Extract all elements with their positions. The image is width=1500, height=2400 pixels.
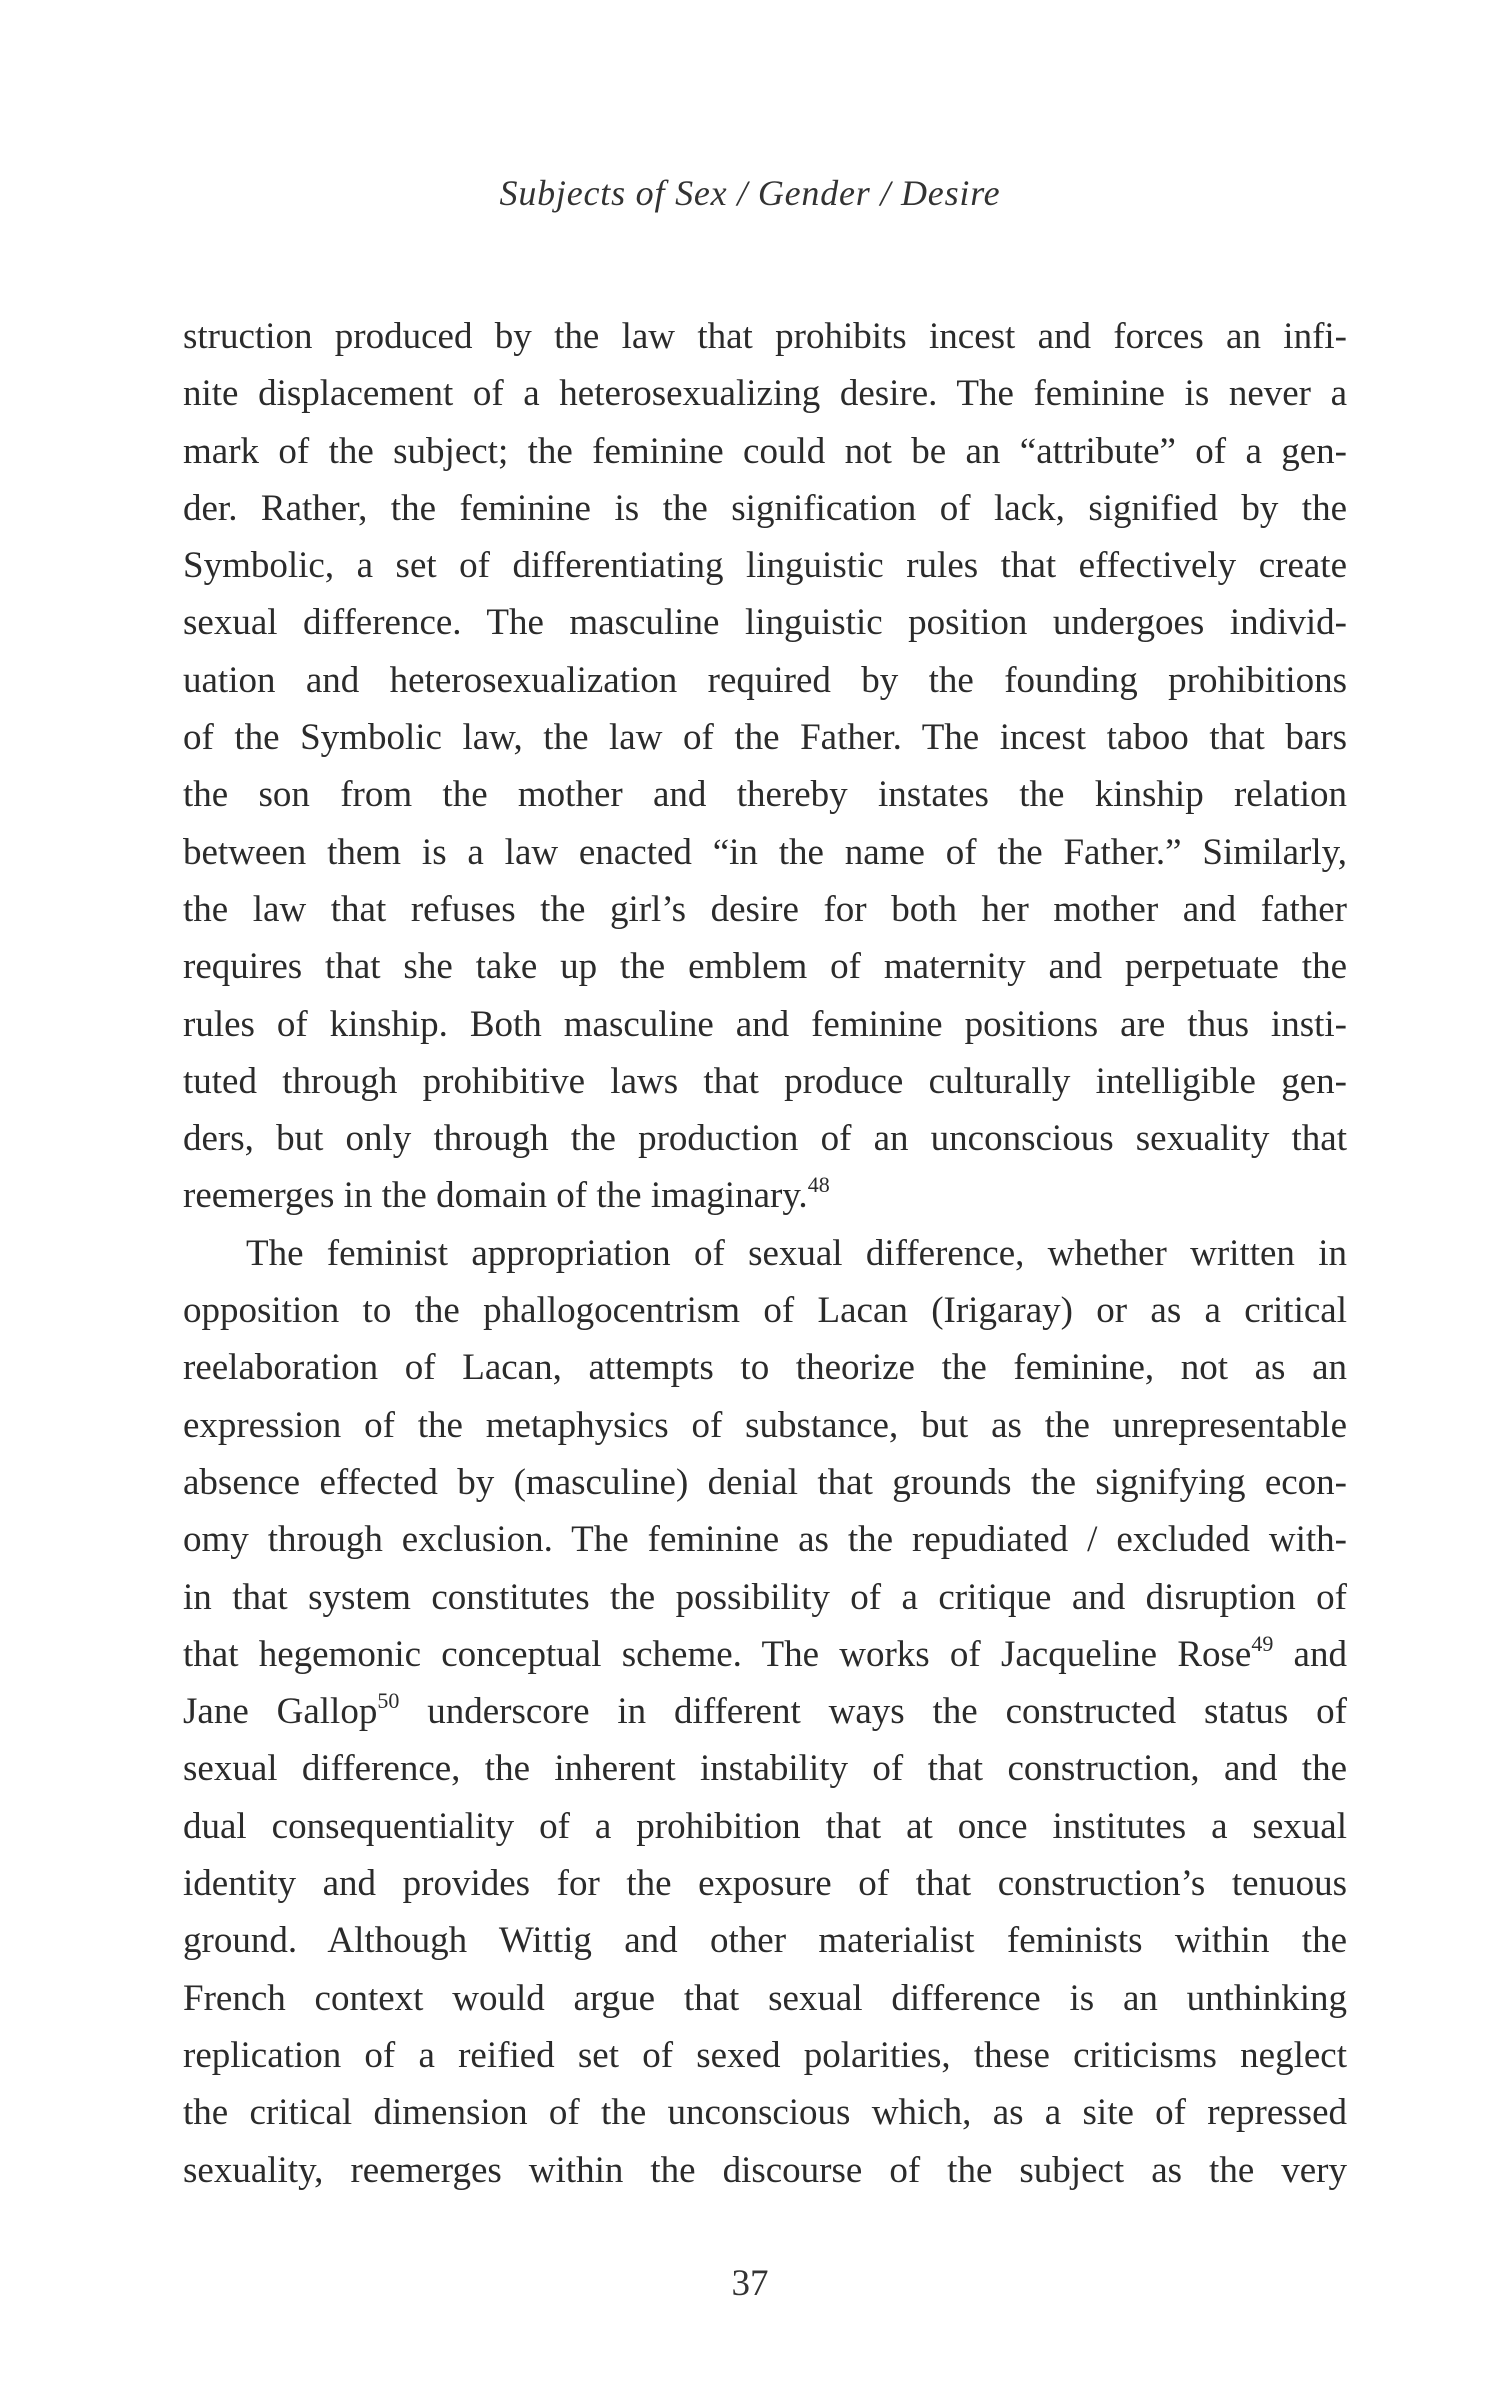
page-number: 37 (731, 2263, 769, 2304)
footnote-ref-50[interactable]: 50 (377, 1688, 400, 1714)
text-line: requires that she take up the emblem of maternity and perpetuate the (183, 946, 1347, 988)
text-line: ground. Although Wittig and other materialist feminists within the (183, 1920, 1347, 1962)
text-line: struction produced by the law that prohibits incest and forces an infi- (183, 316, 1347, 357)
text-line (183, 1626, 1347, 1683)
text-run: underscore in different ways the constructed status of (399, 1691, 1347, 1733)
text-line: replication of a reified set of sexed polarities, these criticisms neglect (183, 2034, 1347, 2076)
text-line: the law that refuses the girl’s desire for both her mother and father (183, 888, 1347, 930)
text-line: uation and heterosexualization required by the founding prohibitions (183, 659, 1347, 701)
text-line: absence effected by (masculine) denial that grounds the signifying econ- (183, 1461, 1347, 1503)
text-line: tuted through prohibitive laws that produce culturally intelligible gen- (183, 1060, 1347, 1102)
text-line: sexuality, reemerges within the discourse of the subject as the very (183, 2149, 1347, 2191)
text-line (183, 1683, 1347, 1740)
text-line: the son from the mother and thereby instates the kinship relation (183, 774, 1347, 816)
text-line (183, 1167, 1347, 1224)
text-line: rules of kinship. Both masculine and feminine positions are thus insti- (183, 1003, 1347, 1045)
text-line: Symbolic, a set of differentiating linguistic rules that effectively create (183, 545, 1347, 587)
text-run: and (1273, 1633, 1347, 1675)
text-line: omy through exclusion. The feminine as the repudiated / excluded with- (183, 1519, 1347, 1561)
text-line: nite displacement of a heterosexualizing desire. The feminine is never a (183, 373, 1347, 415)
footnote-ref-48[interactable]: 48 (807, 1172, 830, 1198)
running-head: Subjects of Sex / Gender / Desire (499, 173, 1001, 213)
text-run: that hegemonic conceptual scheme. The works of Jacqueline Rose (183, 1633, 1252, 1675)
body-text (183, 308, 1347, 2199)
text-line: reelaboration of Lacan, attempts to theorize the feminine, not as an (183, 1347, 1347, 1389)
text-line: the critical dimension of the unconscious which, as a site of repressed (183, 2092, 1347, 2134)
text-line: dual consequentiality of a prohibition that at once institutes a sexual (183, 1805, 1347, 1847)
text-line: in that system constitutes the possibility of a critique and disruption of (183, 1576, 1347, 1618)
text-line: The feminist appropriation of sexual difference, whether written in (246, 1232, 1347, 1274)
text-line: ders, but only through the production of an unconscious sexuality that (183, 1118, 1347, 1160)
text-run: reemerges in the domain of the imaginary. (183, 1175, 808, 1217)
text-line: der. Rather, the feminine is the signification of lack, signified by the (183, 487, 1347, 529)
footnote-ref-49[interactable]: 49 (1251, 1630, 1274, 1656)
text-line: French context would argue that sexual difference is an unthinking (183, 1977, 1347, 2019)
text-run: Jane Gallop (183, 1691, 378, 1733)
text-line: between them is a law enacted “in the name of the Father.” Similarly, (183, 831, 1347, 873)
text-line: identity and provides for the exposure of that construction’s tenuous (183, 1863, 1347, 1905)
text-line: sexual difference. The masculine linguistic position undergoes individ- (183, 602, 1347, 644)
text-line: expression of the metaphysics of substance, but as the unrepresentable (183, 1404, 1347, 1446)
text-line: of the Symbolic law, the law of the Father. The incest taboo that bars (183, 717, 1347, 759)
text-line: mark of the subject; the feminine could not be an “attribute” of a gen- (183, 430, 1347, 472)
text-line: sexual difference, the inherent instability of that construction, and the (183, 1748, 1347, 1790)
text-line: opposition to the phallogocentrism of Lacan (Irigaray) or as a critical (183, 1290, 1347, 1332)
